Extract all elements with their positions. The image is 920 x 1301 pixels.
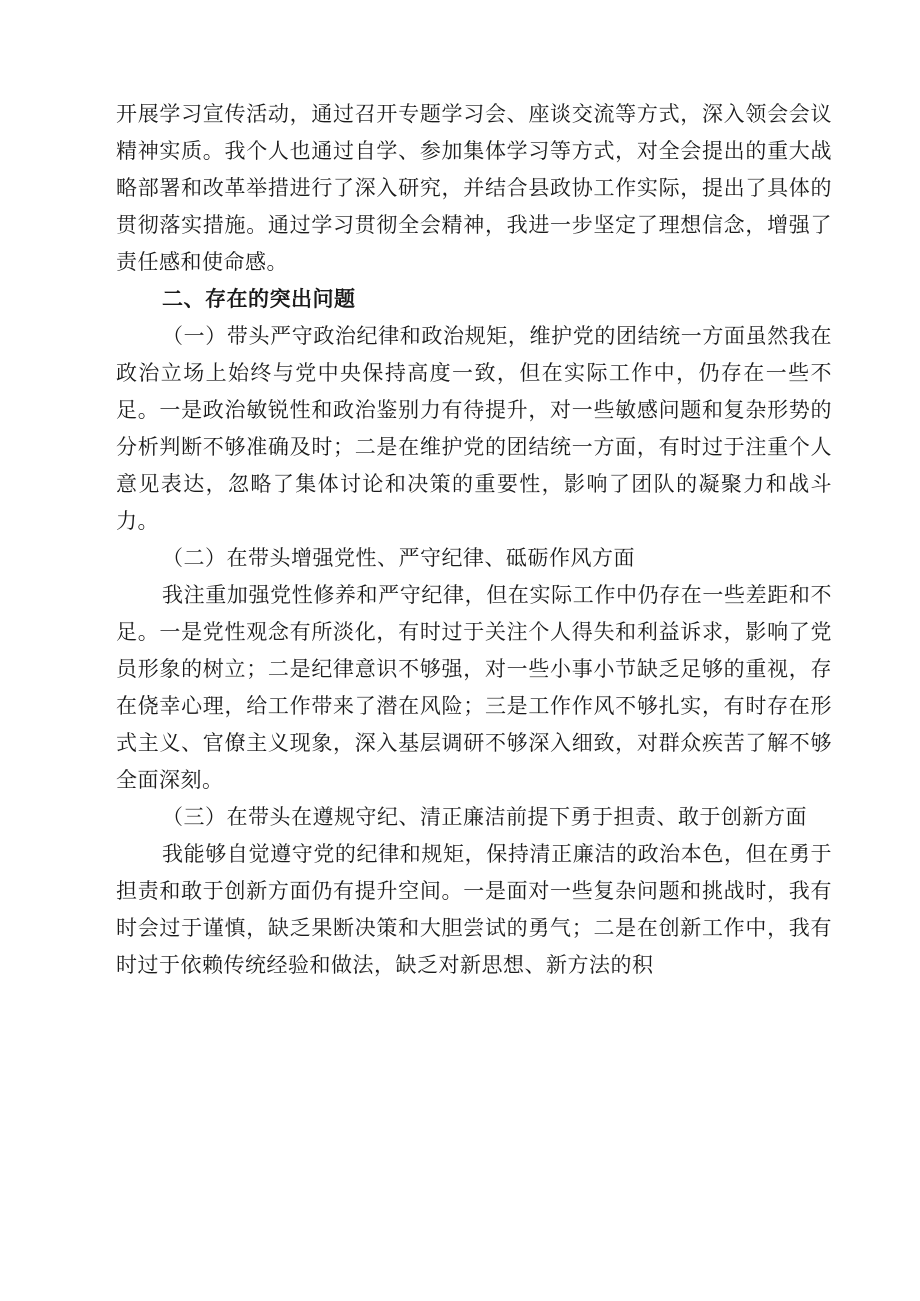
document-page — [116, 96, 832, 984]
section-heading-problems: 二、存在的突出问题 — [162, 287, 356, 311]
paragraph-responsibility-innovation: 我能够自觉遵守党的纪律和规矩，保持清正廉洁的政治本色，但在勇于担责和敢于创新方面仍有提升空间。一是面对一些复杂问题和挑战时，我有时会过于谨慎，缺乏果断决策和大胆尝试的勇气；二是在创新工作中，我有时过于依赖传统经验和做法，缺乏对新思想、新方法的积 — [116, 842, 832, 977]
subheading-responsibility-innovation: （三）在带头在遵规守纪、清正廉洁前提下勇于担责、敢于创新方面 — [162, 805, 807, 829]
paragraph-study-activities: 开展学习宣传活动，通过召开专题学习会、座谈交流等方式，深入领会会议精神实质。我个人也通过自学、参加集体学习等方式，对全会提出的重大战略部署和改革举措进行了深入研究，并结合县政协工作实际，提出了具体的贯彻落实措施。通过学习贯彻全会精神，我进一步坚定了理想信念，增强了责任感和使命感。 — [116, 102, 832, 274]
subheading-party-spirit: （二）在带头增强党性、严守纪律、砥砺作风方面 — [162, 546, 635, 570]
paragraph-party-spirit: 我注重加强党性修养和严守纪律，但在实际工作中仍存在一些差距和不足。一是党性观念有所淡化，有时过于关注个人得失和利益诉求，影响了党员形象的树立；二是纪律意识不够强，对一些小事小节缺乏足够的重视，存在侥幸心理，给工作带来了潜在风险；三是工作作风不够扎实，有时存在形式主义、官僚主义现象，深入基层调研不够深入细致，对群众疾苦了解不够全面深刻。 — [116, 583, 832, 792]
paragraph-political-discipline: （一）带头严守政治纪律和政治规矩，维护党的团结统一方面虽然我在政治立场上始终与党中央保持高度一致，但在实际工作中，仍存在一些不足。一是政治敏锐性和政治鉴别力有待提升，对一些敏感问题和复杂形势的分析判断不够准确及时；二是在维护党的团结统一方面，有时过于注重个人意见表达，忽略了集体讨论和决策的重要性，影响了团队的凝聚力和战斗力。 — [116, 324, 832, 533]
